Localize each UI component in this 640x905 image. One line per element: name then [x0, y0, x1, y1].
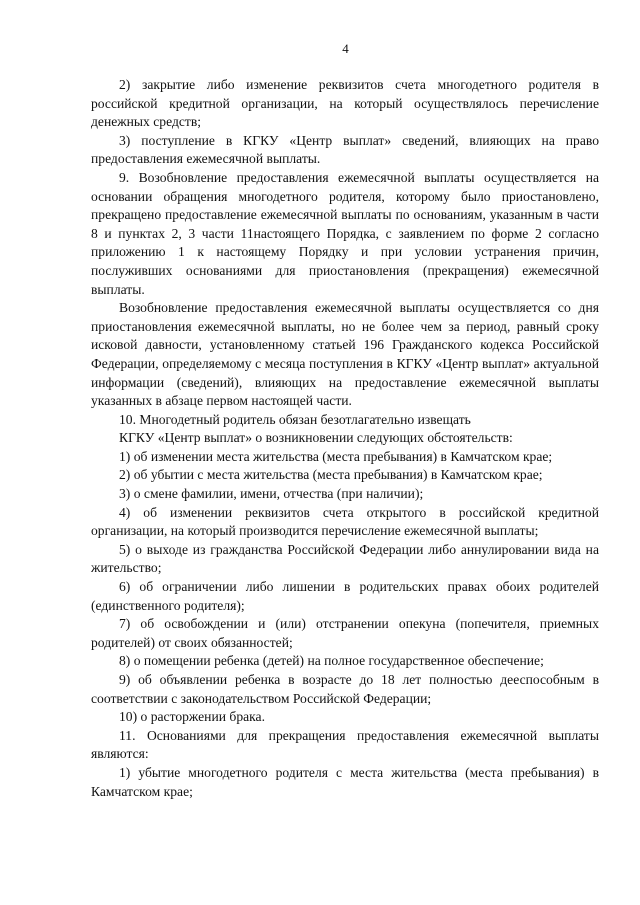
list-item-change-of-name: 3) о смене фамилии, имени, отчества (при наличии); — [119, 486, 424, 502]
list-item-state-care: 8) о помещении ребенка (детей) на полное государственное обеспечение; — [119, 653, 544, 669]
paragraph-receipt-of-information: 3) поступление в КГКУ «Центр выплат» сведений, влияющих на право предоставления ежемесячной выплаты. — [91, 132, 599, 167]
paragraph-closure-of-account: 2) закрытие либо изменение реквизитов счета многодетного родителя в российской кредитной организации, на который осуществлялось перечисление денежных средств; — [91, 77, 599, 130]
list-item-departure-from-residence: 2) об убытии с места жительства (места пребывания) в Камчатском крае; — [119, 467, 543, 483]
list-item-change-of-residence: 1) об изменении места жительства (места пребывания) в Камчатском крае; — [119, 448, 553, 464]
list-item-parent-departure: 1) убытие многодетного родителя с места жительства (места пребывания) в Камчатском крае; — [91, 764, 599, 799]
list-item-emancipation: 9) об объявлении ребенка в возрасте до 18 лет полностью дееспособным в соответствии с законодательством Российской Федерации; — [91, 672, 599, 706]
document-body — [91, 76, 599, 801]
list-item-loss-of-citizenship: 5) о выходе из гражданства Российской Федерации либо аннулировании вида на жительство; — [91, 541, 599, 576]
list-item-restriction-of-parental-rights: 6) об ограничении либо лишении в родительских правах обоих родителей (единственного родителя); — [91, 579, 599, 613]
paragraph-9-resumption: 9. Возобновление предоставления ежемесячной выплаты осуществляется на основании обращения многодетного родителя, которому было приостановлено, прекращено предоставление ежемесячной выплаты по основаниям, указанным в части 8 и пунктах 2, 3 части 11настоящего Порядка, с заявлением по форме 2 согласно приложению 1 к настоящему Порядку и при условии устранения причин, послуживших основаниями для приостановления (прекращения) ежемесячной выплаты. — [91, 169, 599, 297]
paragraph-resumption-period: Возобновление предоставления ежемесячной выплаты осуществляется со дня приостановления ежемесячной выплаты, но не более чем за период, равный сроку исковой давности, установленному статьей 196 Гражданского кодекса Российской Федерации, определяемому с месяца поступления в КГКУ «Центр выплат» актуальной информации (сведений), влияющих на предоставление ежемесячной выплаты указанных в абзаце первом настоящей части. — [91, 300, 599, 409]
list-item-change-of-account: 4) об изменении реквизитов счета открытого в российской кредитной организации, на который производится перечисление ежемесячной выплаты; — [91, 504, 599, 539]
list-item-release-of-guardian: 7) об освобождении и (или) отстранении опекуна (попечителя, приемных родителей) от своих обязанностей; — [91, 616, 599, 650]
paragraph-11-termination-grounds: 11. Основаниями для прекращения предоставления ежемесячной выплаты являются: — [91, 727, 599, 762]
paragraph-10-circumstances: КГКУ «Центр выплат» о возникновении следующих обстоятельств: — [119, 430, 513, 446]
paragraph-10-obligation: 10. Многодетный родитель обязан безотлагательно извещать — [119, 411, 471, 427]
list-item-divorce: 10) о расторжении брака. — [119, 709, 265, 725]
page-number: 4 — [342, 41, 349, 56]
